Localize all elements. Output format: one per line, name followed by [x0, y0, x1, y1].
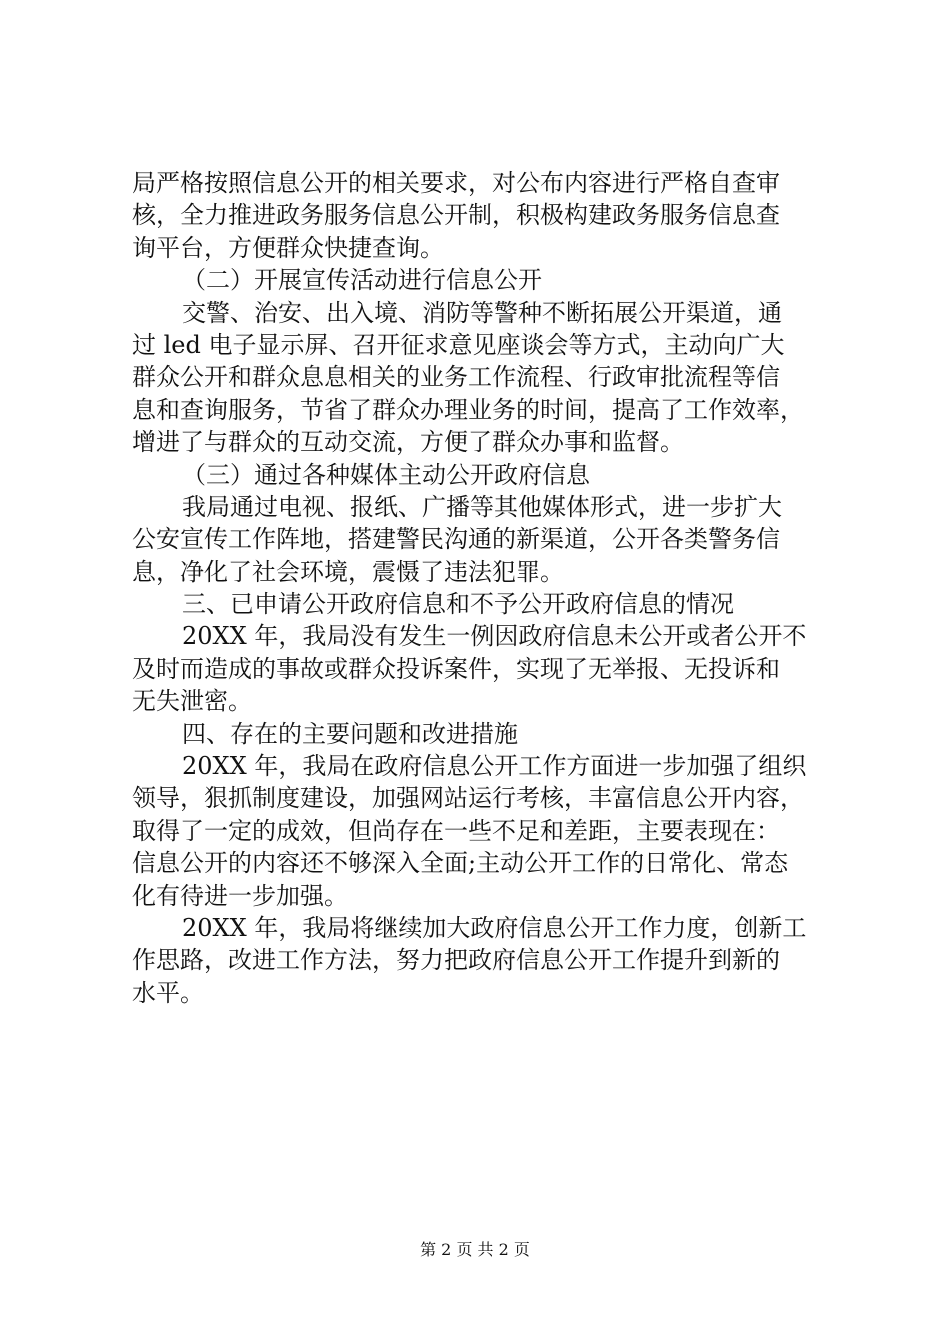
text-line: 息，净化了社会环境，震慑了违法犯罪。	[132, 557, 564, 586]
text-line: 20XX 年，我局在政府信息公开工作方面进一步加强了组织	[182, 752, 807, 781]
text-line: 过 led 电子显示屏、召开征求意见座谈会等方式，主动向广大	[132, 330, 785, 359]
text-line: 群众公开和群众息息相关的业务工作流程、行政审批流程等信	[132, 363, 780, 392]
text-line: 三、已申请公开政府信息和不予公开政府信息的情况	[182, 590, 734, 619]
page-footer: 第 2 页 共 2 页	[420, 1240, 530, 1259]
text-line: 作思路，改进工作方法，努力把政府信息公开工作提升到新的	[132, 946, 780, 975]
text-line: 核，全力推进政务服务信息公开制，积极构建政务服务信息查	[132, 201, 780, 230]
text-line: 我局通过电视、报纸、广播等其他媒体形式，进一步扩大	[182, 492, 782, 521]
text-line: 询平台，方便群众快捷查询。	[132, 233, 444, 262]
text-line: 无失泄密。	[132, 687, 252, 716]
text-line: 四、存在的主要问题和改进措施	[182, 719, 518, 748]
text-line: 局严格按照信息公开的相关要求，对公布内容进行严格自查审	[132, 169, 780, 197]
text-line: 水平。	[132, 978, 204, 1007]
text-line: 取得了一定的成效，但尚存在一些不足和差距，主要表现在：	[132, 816, 780, 845]
text-line: 公安宣传工作阵地，搭建警民沟通的新渠道，公开各类警务信	[132, 525, 780, 554]
text-line: 20XX 年，我局没有发生一例因政府信息未公开或者公开不	[182, 622, 807, 651]
text-line: 20XX 年，我局将继续加大政府信息公开工作力度，创新工	[182, 913, 807, 942]
text-line: （三）通过各种媒体主动公开政府信息	[182, 460, 590, 489]
text-line: 增进了与群众的互动交流，方便了群众办事和监督。	[132, 428, 684, 457]
text-line: （二）开展宣传活动进行信息公开	[182, 266, 542, 295]
text-line: 及时而造成的事故或群众投诉案件，实现了无举报、无投诉和	[132, 654, 780, 683]
text-line: 交警、治安、出入境、消防等警种不断拓展公开渠道，通	[182, 298, 782, 327]
document-body	[132, 167, 832, 1009]
text-line: 化有待进一步加强。	[132, 881, 348, 910]
text-line: 领导，狠抓制度建设，加强网站运行考核，丰富信息公开内容，	[132, 784, 804, 813]
text-line: 信息公开的内容还不够深入全面;主动公开工作的日常化、常态	[132, 849, 789, 878]
text-line: 息和查询服务，节省了群众办理业务的时间，提高了工作效率，	[132, 395, 804, 424]
